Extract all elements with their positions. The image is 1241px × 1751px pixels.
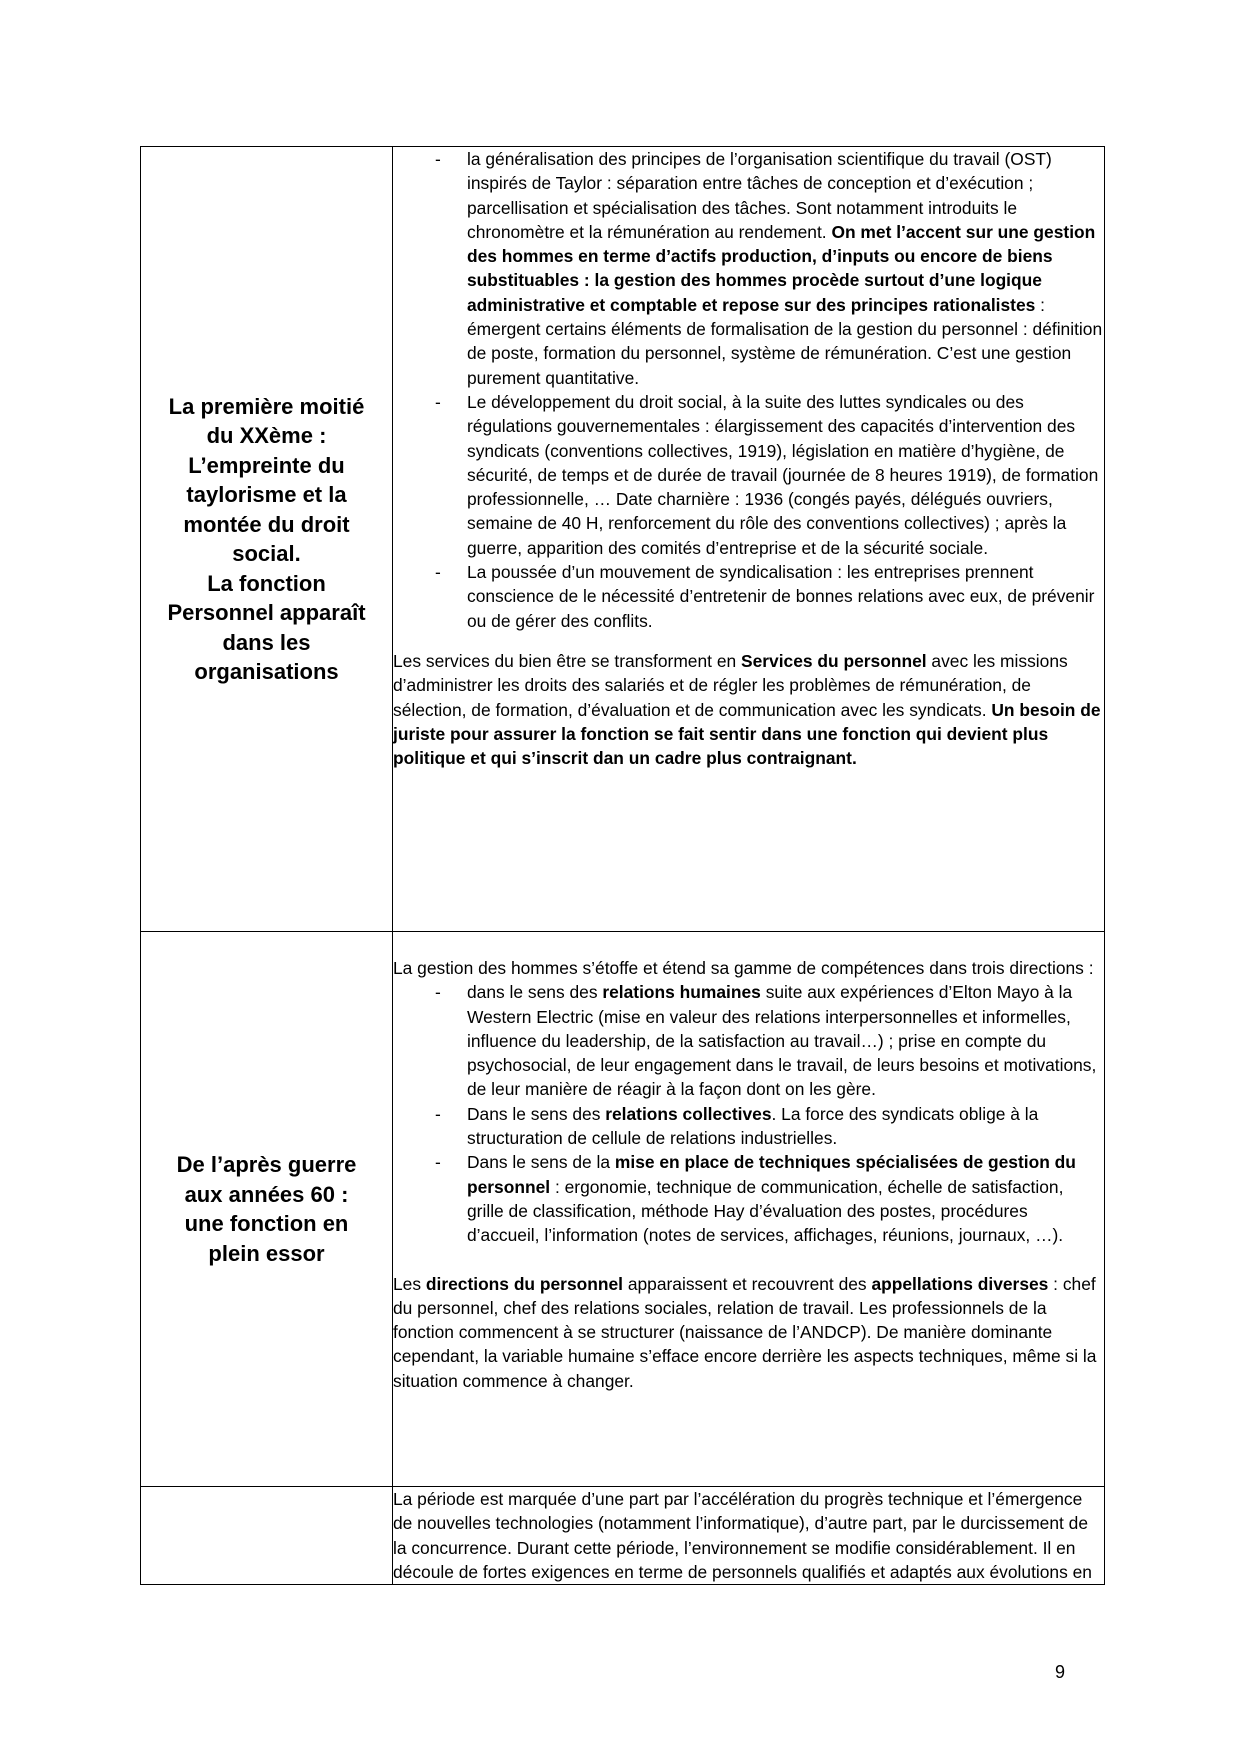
list-item: - la généralisation des principes de l’organisation scientifique du travail (OST) inspirés de Taylor : séparation entre tâches de conception et d’exécution ; parcellisation et spécialisation des tâches. Sont notamment introduits le chronomètre et la rémunération au rendement. On met l’accent sur une gestion des hommes en terme d’actifs production, d’inputs ou encore de biens substituables : la gestion des hommes procède surtout d’une logique administrative et comptable et repose sur des principes rationalistes : émergent certains éléments de formalisation de la gestion du personnel : définition de poste, formation du personnel, système de rémunération. C’est une gestion purement quantitative. bbox=[393, 147, 1104, 390]
list-item: - Dans le sens des relations collectives. La force des syndicats oblige à la structuration de cellule de relations industrielles. bbox=[393, 1102, 1104, 1151]
paragraph: Les directions du personnel apparaissent et recouvrent des appellations diverses : chef du personnel, chef des relations sociales, relation de travail. Les professionnels de la fonction commencent à se structurer (naissance de l’ANDCP). De manière dominante cependant, la variable humaine s’efface encore derrière les aspects techniques, même si la situation commence à changer. bbox=[393, 1273, 1097, 1391]
bullet-list bbox=[393, 147, 1104, 633]
list-item: - dans le sens des relations humaines suite aux expériences d’Elton Mayo à la Western Electric (mise en valeur des relations interpersonnelles et informelles, influence du leadership, de la satisfaction au travail…) ; prise en compte du psychosocial, de leur engagement dans le travail, de leurs besoins et motivations, de leur manière de réagir à la façon dont on les gère. bbox=[393, 980, 1104, 1101]
description-cell bbox=[393, 932, 1105, 1487]
period-title: La première moitié du XXème : L’empreinte du taylorisme et la montée du droit social. La fonction Personnel apparaît dans les organisations bbox=[167, 393, 366, 684]
table-row bbox=[141, 932, 1105, 1487]
history-table bbox=[140, 146, 1105, 1585]
table-row bbox=[141, 147, 1105, 932]
period-cell bbox=[141, 147, 393, 932]
period-title: De l’après guerre aux années 60 : une fonction en plein essor bbox=[176, 1152, 357, 1266]
period-cell bbox=[141, 1487, 393, 1585]
paragraph: La période est marquée d’une part par l’accélération du progrès technique et l’émergence de nouvelles technologies (notamment l’informatique), d’autre part, par le durcissement de la concurrence. Durant cette période, l’environnement se modifie considérablement. Il en découle de fortes exigences en terme de personnels qualifiés et adaptés aux évolutions en bbox=[393, 1489, 1092, 1582]
paragraph: La gestion des hommes s’étoffe et étend sa gamme de compétences dans trois directions : bbox=[393, 958, 1094, 978]
list-item: - La poussée d’un mouvement de syndicalisation : les entreprises prennent conscience de le nécessité d’entretenir de bonnes relations avec eux, de prévenir ou de gérer des conflits. bbox=[393, 560, 1104, 633]
description-cell bbox=[393, 147, 1105, 932]
list-item: - Le développement du droit social, à la suite des luttes syndicales ou des régulations gouvernementales : élargissement des capacités d’intervention des syndicats (conventions collectives, 1919), législation en matière d’hygiène, de sécurité, de temps et de durée de travail (journée de 8 heures 1919), de formation professionnelle, … Date charnière : 1936 (congés payés, délégués ouvriers, semaine de 40 H, renforcement du rôle des conventions collectives) ; après la guerre, apparition des comités d’entreprise et de la sécurité sociale. bbox=[393, 390, 1104, 560]
bullet-list bbox=[393, 980, 1104, 1247]
period-cell bbox=[141, 932, 393, 1487]
paragraph: Les services du bien être se transforment en Services du personnel avec les missions d’administrer les droits des salariés et de régler les problèmes de rémunération, de sélection, de formation, d’évaluation et de communication avec les syndicats. Un besoin de juriste pour assurer la fonction se fait sentir dans une fonction qui devient plus politique et qui s’inscrit dan un cadre plus contraignant. bbox=[393, 650, 1101, 769]
list-item: - Dans le sens de la mise en place de techniques spécialisées de gestion du personnel : ergonomie, technique de communication, échelle de satisfaction, grille de classification, méthode Hay d’évaluation des postes, procédures d’accueil, l’information (notes de services, affichages, réunions, journaux, …). bbox=[393, 1150, 1104, 1247]
description-cell bbox=[393, 1487, 1105, 1585]
table-row bbox=[141, 1487, 1105, 1585]
page-number: 9 bbox=[1055, 1662, 1066, 1682]
